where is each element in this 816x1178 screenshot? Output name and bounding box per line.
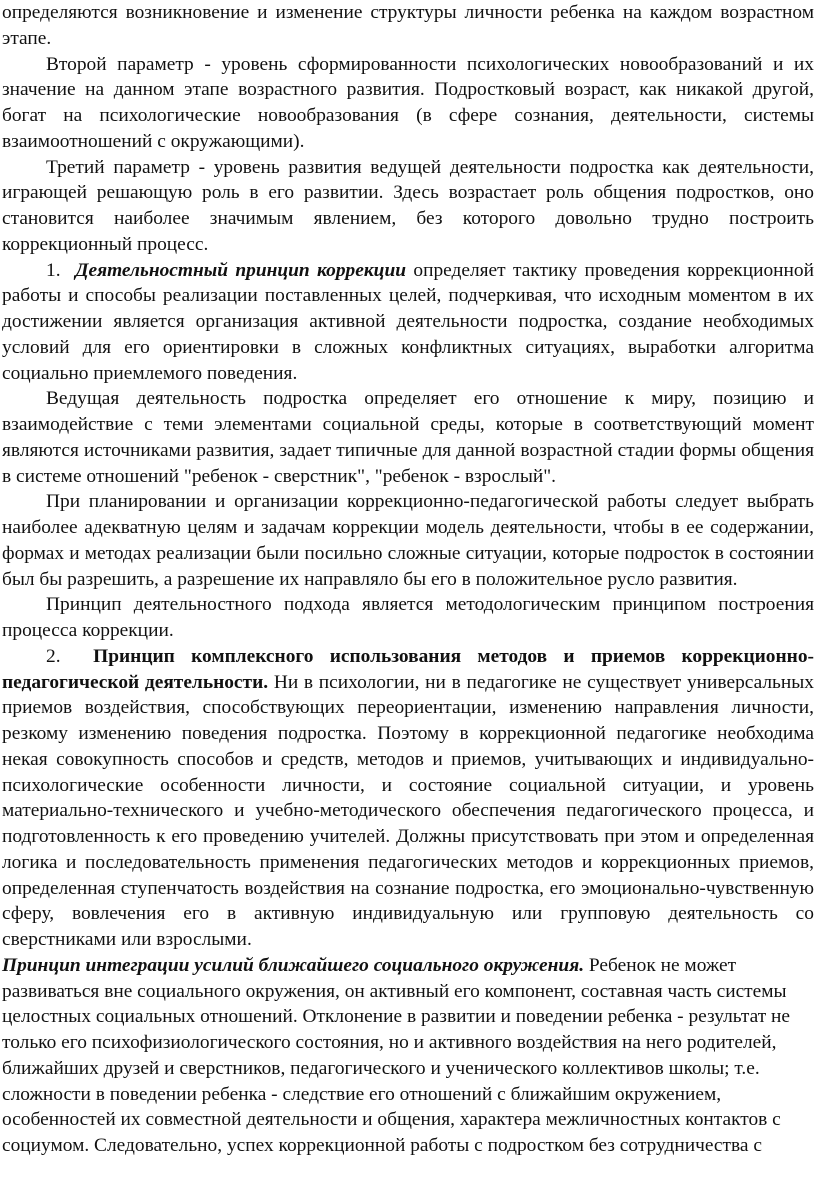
principle-heading: Принцип интеграции усилий ближайшего социального окружения. xyxy=(2,954,585,976)
paragraph-text: Ни в психологии, ни в педагогике не существует универсальных приемов воздействия, способствующих переориентации, изменению направления личности, резкому изменению поведения подростка. Поэтому в коррекционной педагогике необходима некая совокупность способов и средств, методов и приемов, учитывающих и индивидуально-психологические особенности личности, и состояние социальной ситуации, и уровень материально-технического и учебно-методического обеспечения педагогического процесса, и подготовленность к его проведению учителей. Должны присутствовать при этом и определенная логика и последовательность применения педагогических методов и коррекционных приемов, определенная ступенчатость воздействия на сознание подростка, его эмоционально-чувственную сферу, вовлечения его в активную индивидуальную или групповую деятельность со сверстниками или взрослыми. xyxy=(2,671,815,950)
paragraph-third-parameter xyxy=(2,155,814,258)
paragraph-principle-activity xyxy=(2,258,814,387)
paragraph-second-parameter xyxy=(2,52,814,155)
principle-heading: Принцип комплексного использования методов и приемов коррекционно-педагогической деятельности. xyxy=(2,645,814,693)
list-number: 2. xyxy=(46,645,61,667)
list-number: 1. xyxy=(46,259,61,281)
paragraph-text: определяются возникновение и изменение структуры личности ребенка на каждом возрастном этапе. xyxy=(2,2,814,49)
paragraph-planning xyxy=(2,489,814,592)
principle-heading: Деятельностный принцип коррекции xyxy=(75,259,407,281)
paragraph-text: Ребенок не может развиваться вне социального окружения, он активный его компонент, составная часть системы целостных социальных отношений. Отклонение в развитии и поведении ребенка - результат не только его психофизиологического состояния, но и активного воздействия на него родителей, ближайших друзей и сверстников, педагогического и ученического коллективов школы; т.е. сложности в поведении ребенка - следствие его отношений с ближайшим окружением, особенностей их совместной деятельности и общения, характера межличностных контактов с социумом. Следовательно, успех коррекционной работы с подростком без сотрудничества с xyxy=(2,954,791,1156)
paragraph-principle-integration xyxy=(2,953,814,1159)
paragraph-text: определяет тактику проведения коррекционной работы и способы реализации поставленных целей, подчеркивая, что исходным моментом в их достижении является организация активной деятельности подростка, создание необходимых условий для его ориентировки в сложных конфликтных ситуациях, выработки алгоритма социально приемлемого поведения. xyxy=(2,259,814,384)
paragraph-principle-complex xyxy=(2,644,814,953)
paragraph-activity-approach xyxy=(2,592,814,644)
paragraph-text: Третий параметр - уровень развития ведущей деятельности подростка как деятельности, играющей решающую роль в его развитии. Здесь возрастает роль общения подростков, оно становится наиболее значимым явлением, без которого довольно трудно построить коррекционный процесс. xyxy=(2,156,814,255)
paragraph-leading-activity xyxy=(2,386,814,489)
paragraph-continuation xyxy=(2,0,814,52)
paragraph-text: Принцип деятельностного подхода является методологическим принципом построения процесса коррекции. xyxy=(2,594,814,641)
paragraph-text: При планировании и организации коррекционно-педагогической работы следует выбрать наиболее адекватную целям и задачам коррекции модель деятельности, чтобы в ее содержании, формах и методах реализации были посильно сложные ситуации, которые подросток в состоянии был бы разрешить, а разрешение их направляло бы его в положительное русло развития. xyxy=(2,491,814,590)
paragraph-text: Ведущая деятельность подростка определяет его отношение к миру, позицию и взаимодействие с теми элементами социальной среды, которые в соответствующий момент являются источниками развития, задает типичные для данной возрастной стадии формы общения в системе отношений "ребенок - сверстник", "ребенок - взрослый". xyxy=(2,388,814,487)
paragraph-text: Второй параметр - уровень сформированности психологических новообразований и их значение на данном этапе возрастного развития. Подростковый возраст, как никакой другой, богат на психологические новообразования (в сфере сознания, деятельности, системы взаимоотношений с окружающими). xyxy=(2,53,814,152)
